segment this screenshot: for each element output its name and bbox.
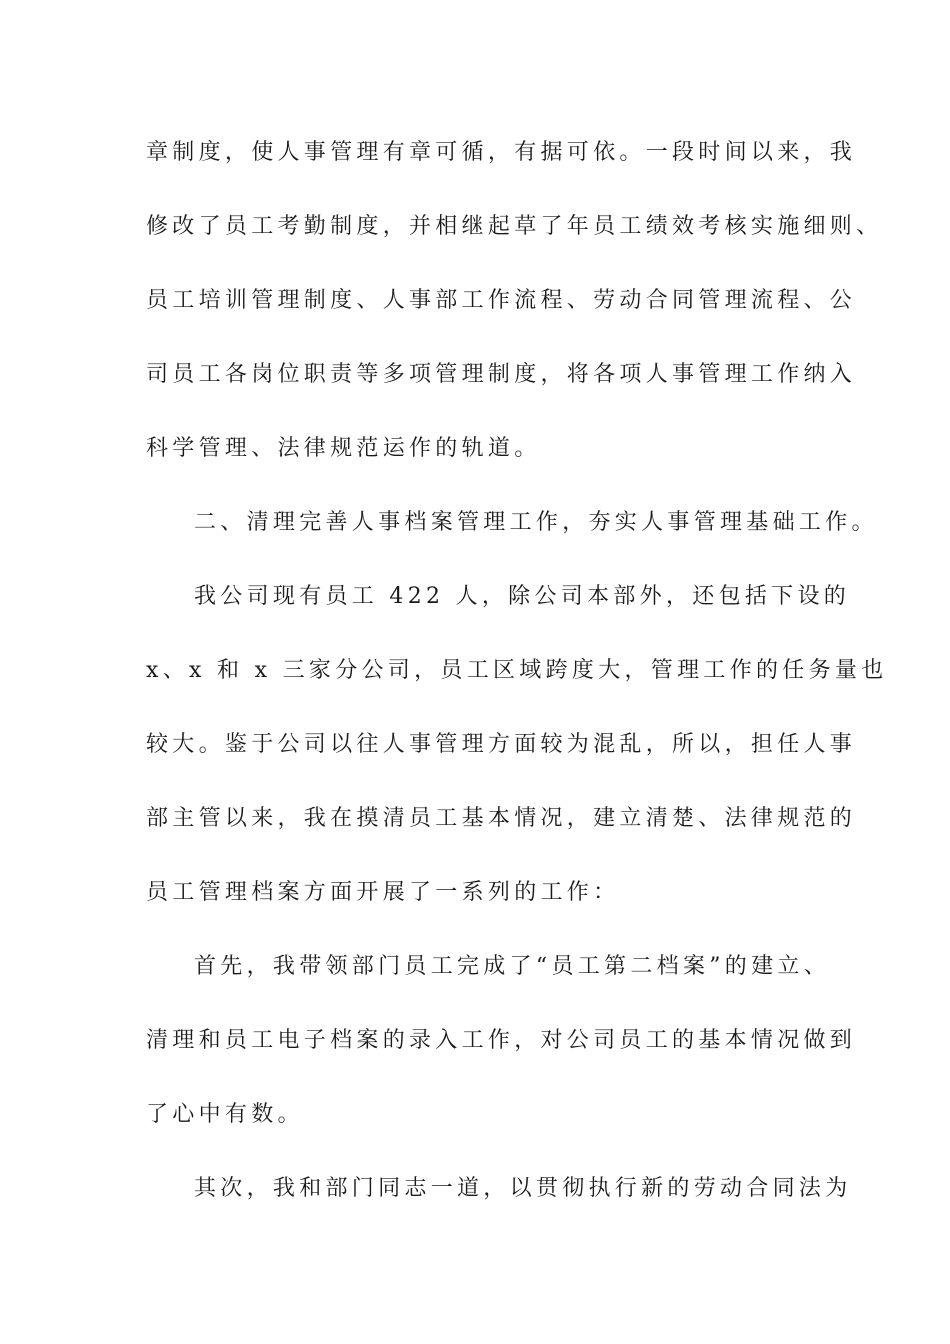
text-line: 部主管以来，我在摸清员工基本情况，建立清楚、法律规范的 — [146, 806, 857, 831]
text-line: 章制度，使人事管理有章可循，有据可依。一段时间以来，我 — [146, 140, 857, 165]
text-line: 我公司现有员工 422 人，除公司本部外，还包括下设的 — [194, 584, 851, 609]
text-line: 科学管理、法律规范运作的轨道。 — [146, 436, 541, 461]
text-line: 修改了员工考勤制度，并相继起草了年员工绩效考核实施细则、 — [146, 214, 883, 239]
text-line: 首先，我带领部门员工完成了“员工第二档案”的建立、 — [194, 954, 830, 979]
text-line: 较大。鉴于公司以往人事管理方面较为混乱，所以，担任人事 — [146, 732, 857, 757]
text-line: 了心中有数。 — [146, 1102, 304, 1127]
text-line: 员工培训管理制度、人事部工作流程、劳动合同管理流程、公 — [146, 288, 857, 313]
text-line: 其次，我和部门同志一道，以贯彻执行新的劳动合同法为 — [194, 1176, 852, 1201]
section-heading: 二、清理完善人事档案管理工作，夯实人事管理基础工作。 — [194, 510, 878, 535]
text-line: x、x 和 x 三家分公司，员工区域跨度大，管理工作的任务量也 — [146, 658, 888, 683]
text-line: 员工管理档案方面开展了一系列的工作： — [146, 880, 620, 905]
text-line: 清理和员工电子档案的录入工作，对公司员工的基本情况做到 — [146, 1028, 857, 1053]
text-line: 司员工各岗位职责等多项管理制度，将各项人事管理工作纳入 — [146, 362, 857, 387]
